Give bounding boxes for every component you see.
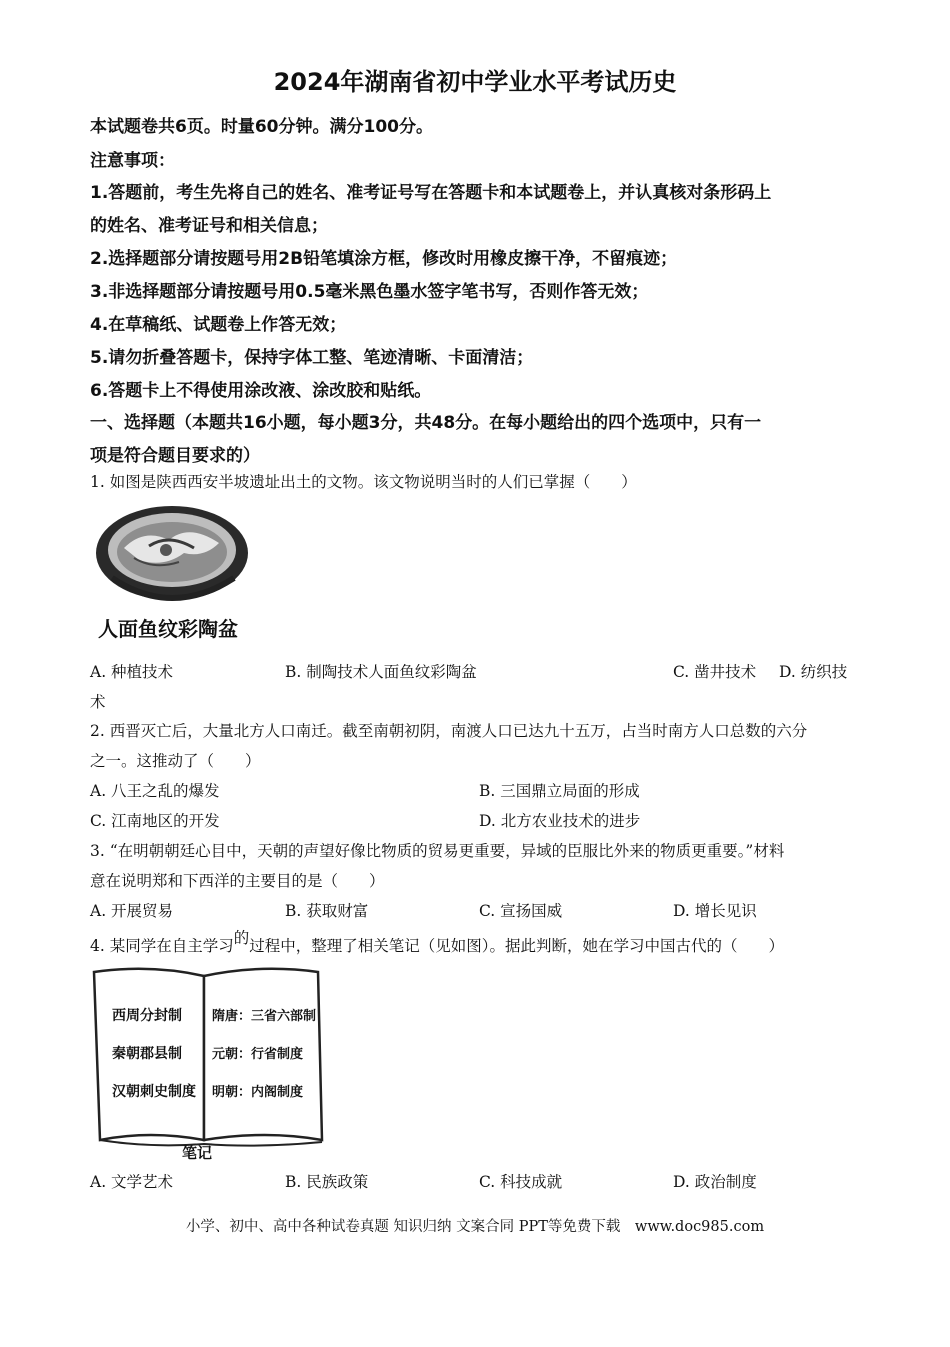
notebook-left-line: 西周分封制 bbox=[112, 1008, 182, 1024]
q3-option-b: B. 获取财富 bbox=[285, 902, 369, 920]
q2-option-c: C. 江南地区的开发 bbox=[90, 812, 220, 830]
question-2-stem: 之一。这推动了（ ） bbox=[90, 752, 261, 770]
q1-option-d: D. 纺织技 bbox=[779, 663, 848, 681]
notes-heading: 注意事项： bbox=[90, 151, 175, 171]
q2-option-a: A. 八王之乱的爆发 bbox=[90, 782, 220, 800]
question-4-stem-b: 过程中，整理了相关笔记（见如图）。据此判断，她在学习中国古代的（ ） bbox=[249, 937, 784, 955]
note-line: 5.请勿折叠答题卡，保持字体工整、笔迹清晰、卡面清洁； bbox=[90, 348, 534, 368]
section-heading: 项是符合题目要求的） bbox=[90, 446, 260, 466]
question-3-stem: 3. “在明朝朝廷心目中，天朝的声望好像比物质的贸易更重要，异域的臣服比外来的物质更重要。”材料 bbox=[90, 842, 785, 860]
q1-option-d-wrap: 术 bbox=[90, 693, 106, 711]
notebook-right-line: 元朝：行省制度 bbox=[212, 1047, 304, 1062]
q1-option-b: B. 制陶技术人面鱼纹彩陶盆 bbox=[285, 663, 477, 681]
notebook-right-line: 隋唐：三省六部制 bbox=[212, 1009, 317, 1024]
notebook-right-line: 明朝：内阁制度 bbox=[212, 1085, 304, 1100]
note-line: 4.在草稿纸、试题卷上作答无效； bbox=[90, 315, 347, 335]
q2-option-d: D. 北方农业技术的进步 bbox=[479, 812, 641, 830]
question-4-stem-sup: 的 bbox=[233, 929, 250, 947]
q1-option-a: A. 种植技术 bbox=[90, 663, 174, 681]
note-line: 2.选择题部分请按题号用2B铅笔填涂方框，修改时用橡皮擦干净，不留痕迹； bbox=[90, 249, 678, 269]
question-4-stem bbox=[90, 929, 784, 956]
notebook-figure bbox=[90, 962, 330, 1162]
notebook-left-line: 汉朝刺史制度 bbox=[112, 1084, 196, 1100]
pottery-caption: 人面鱼纹彩陶盆 bbox=[98, 617, 238, 641]
notebook-caption: 笔记 bbox=[182, 1144, 213, 1162]
q1-option-c: C. 凿井技术 bbox=[673, 663, 757, 681]
pottery-basin-figure bbox=[94, 498, 259, 646]
intro-text: 本试题卷共6页。时量60分钟。满分100分。 bbox=[90, 117, 433, 137]
note-line: 的姓名、准考证号和相关信息； bbox=[90, 216, 328, 236]
note-line: 1.答题前，考生先将自己的姓名、准考证号写在答题卡和本试题卷上，并认真核对条形码上 bbox=[90, 183, 772, 203]
q4-option-a: A. 文学艺术 bbox=[90, 1173, 174, 1191]
note-line: 3.非选择题部分请按题号用0.5毫米黑色墨水签字笔书写，否则作答无效； bbox=[90, 282, 649, 302]
q3-option-a: A. 开展贸易 bbox=[90, 902, 174, 920]
section-heading: 一、选择题（本题共16小题，每小题3分，共48分。在每小题给出的四个选项中，只有一 bbox=[90, 413, 762, 433]
q3-option-c: C. 宣扬国威 bbox=[479, 902, 563, 920]
q4-option-b: B. 民族政策 bbox=[285, 1173, 369, 1191]
question-3-stem: 意在说明郑和下西洋的主要目的是（ ） bbox=[90, 872, 385, 890]
notebook-left-line: 秦朝郡县制 bbox=[112, 1046, 182, 1062]
q4-option-d: D. 政治制度 bbox=[673, 1173, 757, 1191]
page-title: 2024年湖南省初中学业水平考试历史 bbox=[273, 68, 677, 96]
q3-option-d: D. 增长见识 bbox=[673, 902, 757, 920]
question-4-stem-a: 4. 某同学在自主学习 bbox=[90, 937, 234, 955]
page-footer: 小学、初中、高中各种试卷真题 知识归纳 文案合同 PPT等免费下载 www.doc985.com bbox=[185, 1219, 765, 1235]
question-1-stem: 1. 如图是陕西西安半坡遗址出土的文物。该文物说明当时的人们已掌握（ ） bbox=[90, 473, 637, 491]
question-2-stem: 2. 西晋灭亡后，大量北方人口南迁。截至南朝初阴，南渡人口已达九十五万，占当时南方人口总数的六分 bbox=[90, 722, 808, 740]
q4-option-c: C. 科技成就 bbox=[479, 1173, 563, 1191]
note-line: 6.答题卡上不得使用涂改液、涂改胶和贴纸。 bbox=[90, 381, 432, 401]
q2-option-b: B. 三国鼎立局面的形成 bbox=[479, 782, 640, 800]
